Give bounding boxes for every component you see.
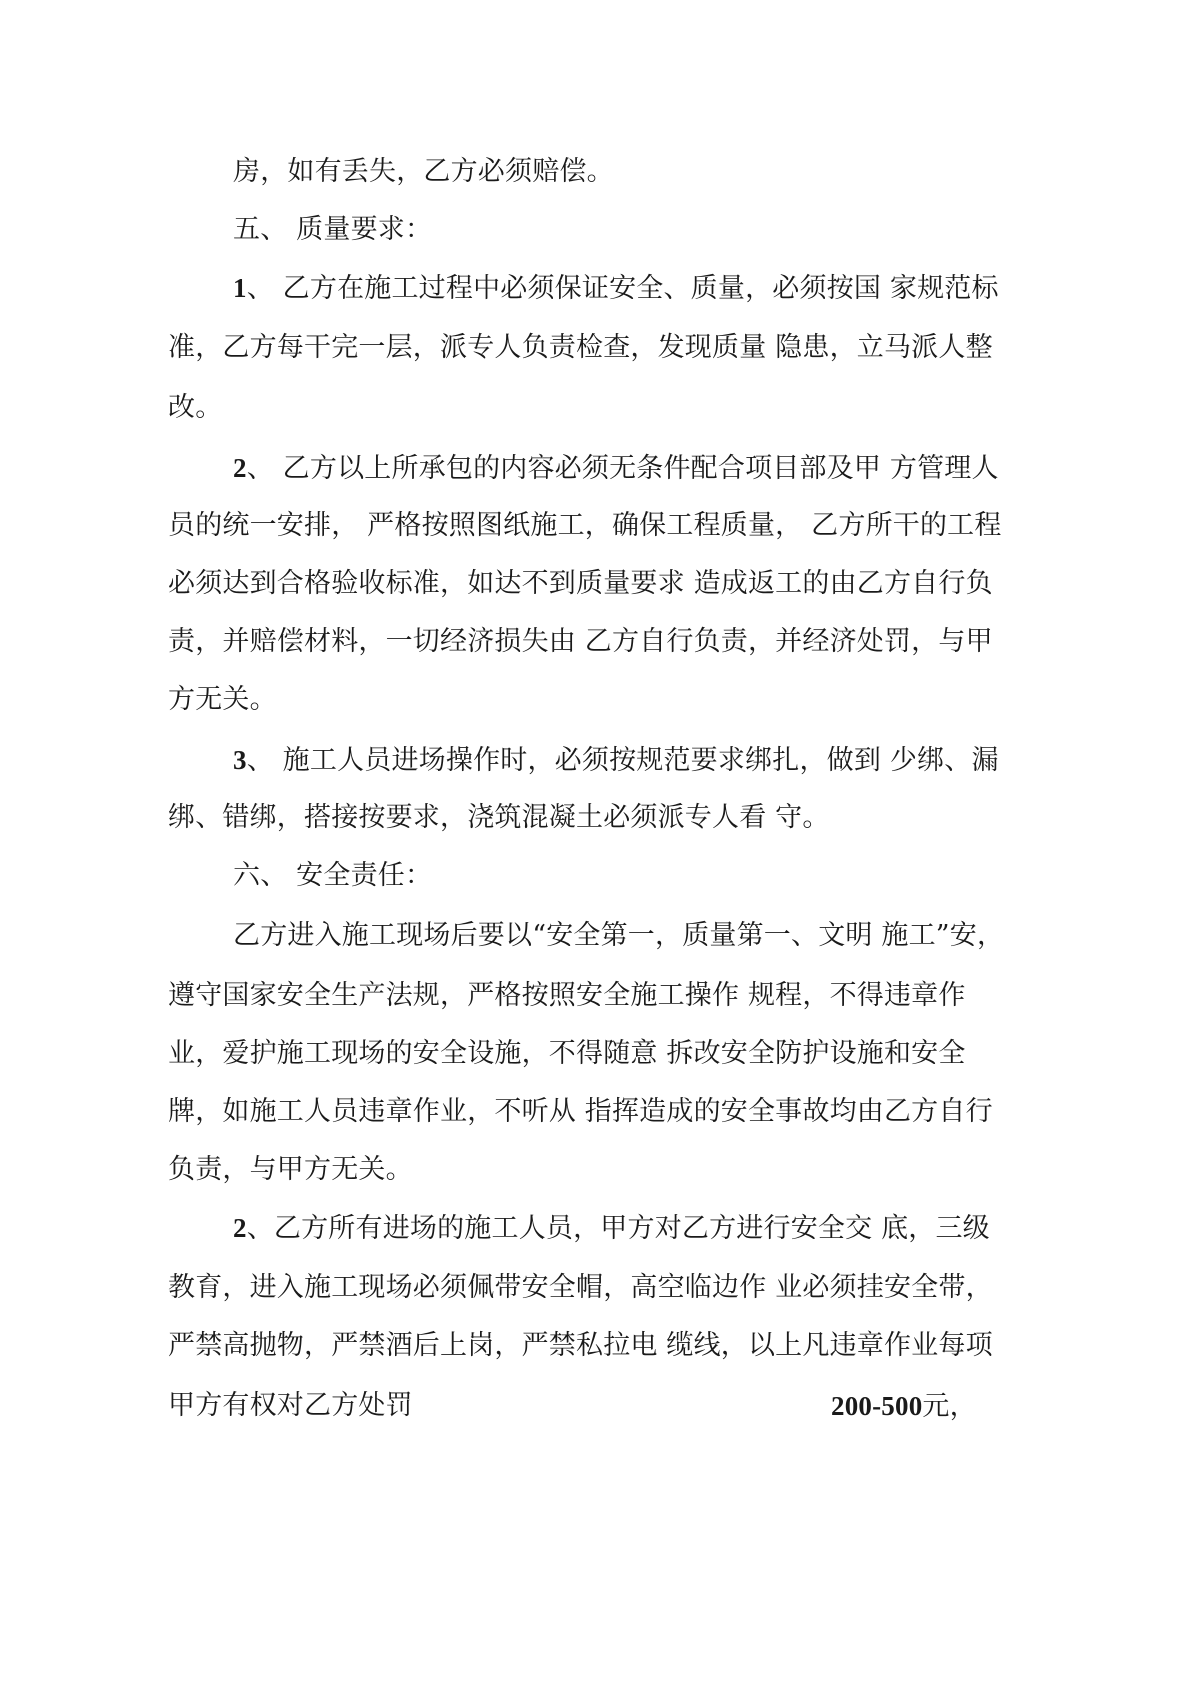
line-text: 绑、错绑，搭接按要求，浇筑混凝土必须派专人看 守。 [168,802,830,833]
line-text: 遵守国家安全生产法规，严格按照安全施工操作 规程，不得违章作 [168,980,966,1011]
penalty-line [168,1386,1048,1426]
numbered-item [233,740,1048,780]
section-heading [233,210,1048,250]
line-text: 员的统一安排， 严格按照图纸施工，确保工程质量， 乙方所干的工程 [168,510,1002,541]
line-text: 负责，与甲方无关。 [168,1154,413,1185]
item-number: 2 [233,1213,247,1243]
line-text: 甲方有权对乙方处罚 [168,1390,413,1421]
paragraph-line [168,976,1048,1016]
line-text: 六、 安全责任： [233,860,433,891]
numbered-item [233,448,1048,488]
paragraph-line [168,506,1048,546]
paragraph-line [168,1326,1048,1366]
paragraph-line [168,680,1048,720]
line-text: 责，并赔偿材料，一切经济损失由 乙方自行负责，并经济处罚，与甲 [168,626,993,657]
paragraph-line [168,1150,1048,1190]
line-text: 房，如有丢失，乙方必须赔偿。 [233,156,614,187]
paragraph-line [168,1268,1048,1308]
paragraph-line [168,1034,1048,1074]
paragraph-line [168,564,1048,604]
paragraph-line [168,388,1048,428]
numbered-item [233,1208,1048,1248]
line-text: 、 施工人员进场操作时，必须按规范要求绑扎，做到 少绑、漏 [246,745,999,776]
line-text: 准，乙方每干完一层，派专人负责检查，发现质量 隐患，立马派人整 [168,332,993,363]
line-text: 改。 [168,392,223,423]
penalty-amount [831,1386,977,1427]
section-heading [233,856,1048,896]
line-text: 牌，如施工人员违章作业，不听从 指挥造成的安全事故均由乙方自行 [168,1096,993,1127]
paragraph-line [233,152,1048,192]
amount-unit: 元， [922,1391,977,1422]
line-text: 、乙方所有进场的施工人员，甲方对乙方进行安全交 底，三级 [246,1213,990,1244]
amount-value: 200-500 [831,1391,923,1421]
item-number: 3 [233,745,247,775]
paragraph-line [168,798,1048,838]
paragraph-line [168,1092,1048,1132]
line-text: 方无关。 [168,684,277,715]
line-text: 教育，进入施工现场必须佩带安全帽，高空临边作 业必须挂安全带， [168,1272,993,1303]
paragraph-line [168,328,1048,368]
line-text: 业，爱护施工现场的安全设施，不得随意 拆改安全防护设施和安全 [168,1038,966,1069]
item-number: 1 [233,273,247,303]
line-text: 五、 质量要求： [233,214,433,245]
line-text: 乙方进入施工现场后要以“安全第一，质量第一、文明 施工”安， [233,920,1005,951]
line-text: 、 乙方在施工过程中必须保证安全、质量，必须按国 家规范标 [246,273,999,304]
line-text: 严禁高抛物，严禁酒后上岗，严禁私拉电 缆线，以上凡违章作业每项 [168,1330,993,1361]
paragraph-line [233,916,1048,956]
line-text: 、 乙方以上所承包的内容必须无条件配合项目部及甲 方管理人 [246,453,999,484]
numbered-item [233,268,1048,308]
paragraph-line [168,622,1048,662]
item-number: 2 [233,453,247,483]
line-text: 必须达到合格验收标准，如达不到质量要求 造成返工的由乙方自行负 [168,568,993,599]
